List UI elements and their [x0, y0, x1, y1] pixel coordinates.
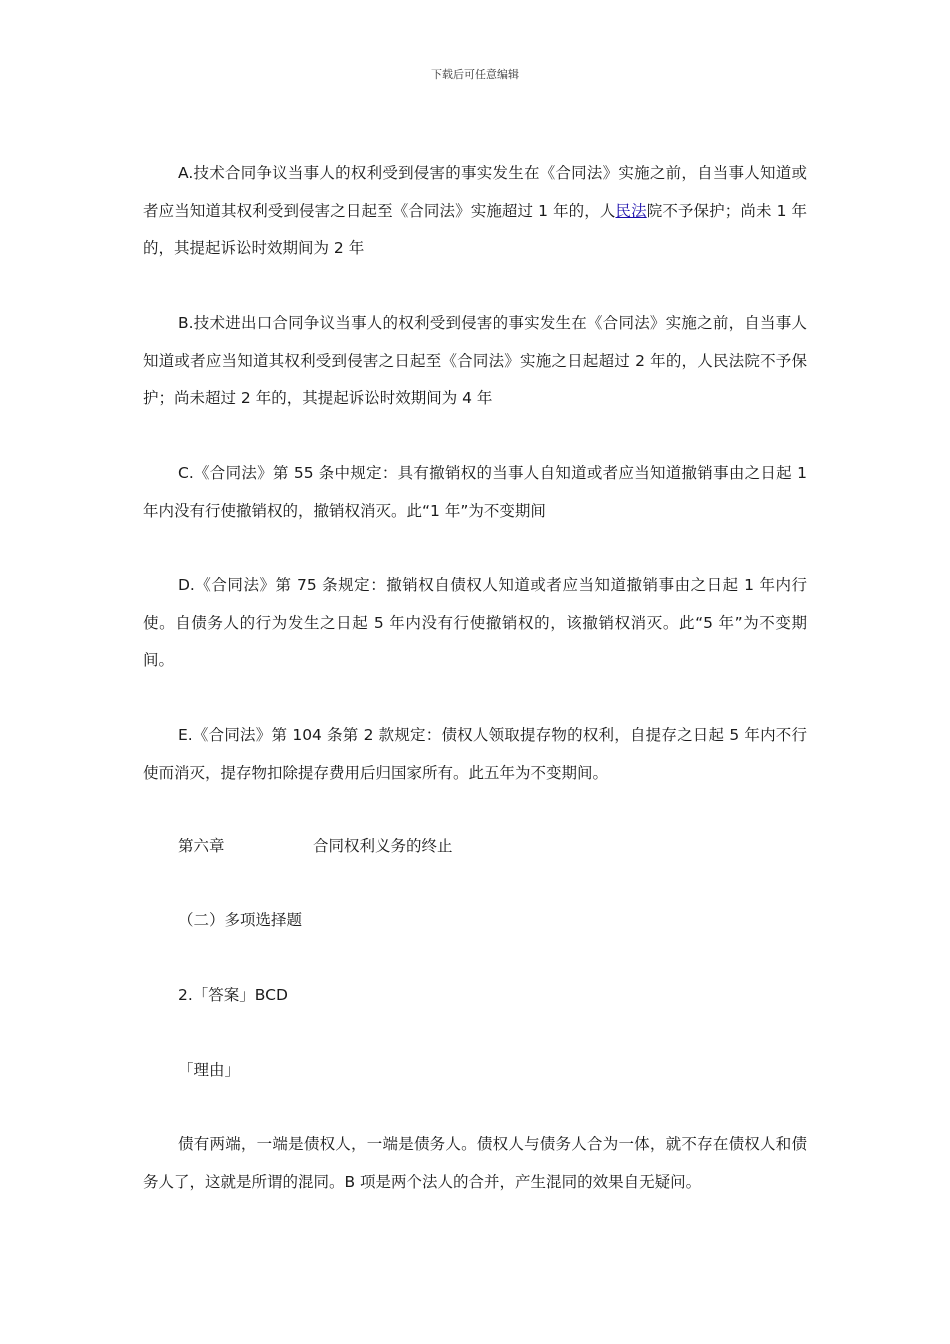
paragraph-option-a — [143, 155, 807, 268]
reason-label: 「理由」 — [178, 1061, 241, 1079]
paragraph-option-d: D.《合同法》第 75 条规定：撤销权自债权人知道或者应当知道撤销事由之日起 1 年内行使。自债务人的行为发生之日起 5 年内没有行使撤销权的，该撤销权消灭。此“5 年”为不变期间。 — [143, 576, 807, 669]
paragraph-option-c: C.《合同法》第 55 条中规定：具有撤销权的当事人自知道或者应当知道撤销事由之日起 1 年内没有行使撤销权的，撤销权消灭。此“1 年”为不变期间 — [143, 464, 807, 520]
civil-law-link[interactable]: 民法 — [615, 201, 647, 220]
paragraph-explanation: 债有两端，一端是债权人，一端是债务人。债权人与债务人合为一体，就不存在债权人和债务人了，这就是所谓的混同。B 项是两个法人的合并，产生混同的效果自无疑问。 — [143, 1135, 807, 1191]
paragraph-option-b: B.技术进出口合同争议当事人的权利受到侵害的事实发生在《合同法》实施之前，自当事人知道或者应当知道其权利受到侵害之日起至《合同法》实施之日起超过 2 年的，人民法院不予保护；尚未超过 2 年的，其提起诉讼时效期间为 4 年 — [143, 314, 807, 407]
paragraph-a-text-1: A.技术合同争议当事人的权利受到侵害的事实发生在《合同法》实施之前，自当事人知道或者应当知道其权利受到侵害之日起至《合同法》实施超过 1 年的，人 — [143, 164, 807, 220]
chapter-number: 第六章 — [178, 837, 225, 855]
paragraph-option-e: E.《合同法》第 104 条第 2 款规定：债权人领取提存物的权利，自提存之日起 5 年内不行使而消灭，提存物扣除提存费用后归国家所有。此五年为不变期间。 — [143, 726, 807, 782]
paragraph-a-text-2: 院不予保护；尚未 1 年的，其提起诉讼时效期间为 2 年 — [143, 201, 807, 257]
section-heading: （二）多项选择题 — [178, 911, 303, 929]
page-header: 下载后可任意编辑 — [431, 68, 519, 81]
chapter-title: 合同权利义务的终止 — [313, 837, 453, 855]
answer-line: 2.「答案」BCD — [178, 986, 288, 1004]
